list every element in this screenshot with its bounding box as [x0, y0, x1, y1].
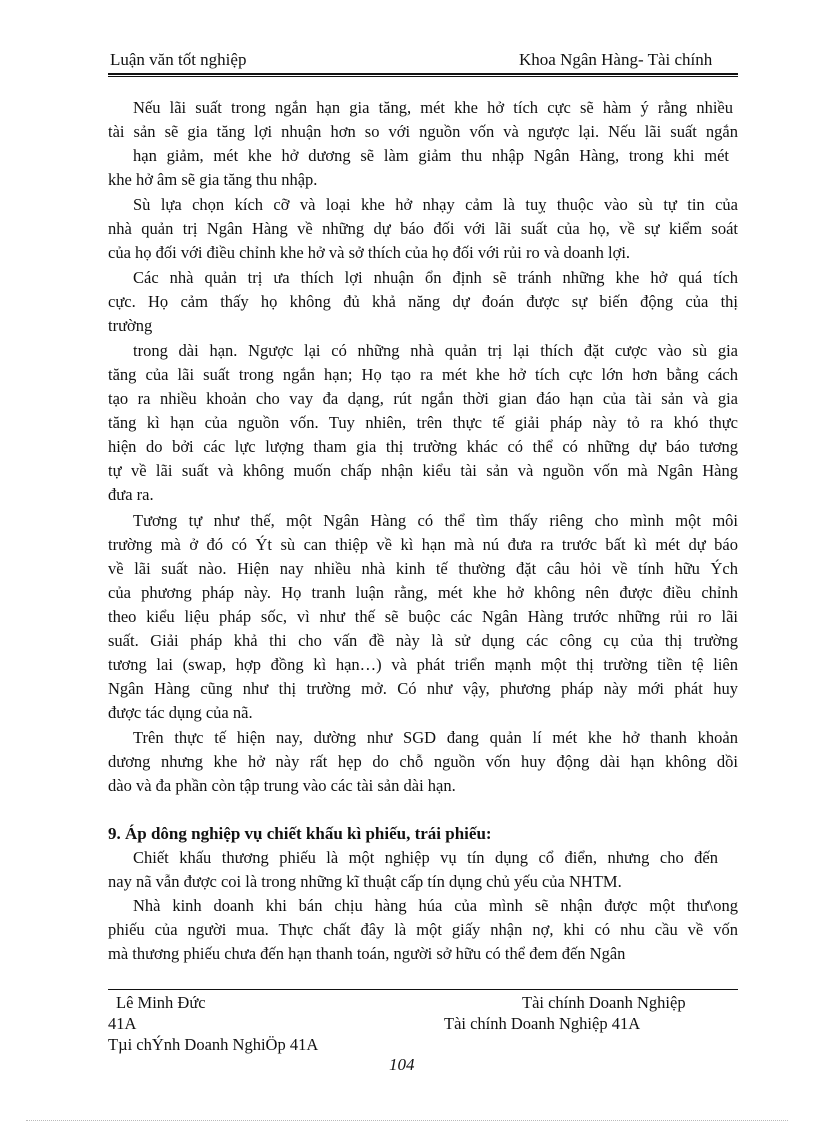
header-right-title: Khoa Ngân Hàng- Tài chính	[519, 50, 713, 69]
body-line: tương lai (swap, hợp đồng kì hạn…) và phát triển mạnh một thị trường tiền tệ liên	[108, 655, 738, 674]
body-line: trường	[108, 316, 153, 335]
footer-department-class: Tài chính Doanh Nghiệp 41A	[444, 1014, 641, 1033]
page-boundary	[26, 1120, 788, 1121]
page-number: 104	[389, 1055, 415, 1074]
body-line: Ngân Hàng cũng như thị trường mở. Có như vậy, phương pháp này mới phát huy	[108, 679, 738, 698]
body-line: khe hở âm sẽ gia tăng thu nhập.	[108, 170, 318, 189]
footer-author: Lê Minh Đức	[116, 993, 206, 1012]
header-left-title: Luận văn tốt nghiệp	[110, 50, 247, 69]
body-line: tự về lãi suất và không muốn chấp nhận kiểu tài sản và nguồn vốn mà Ngân Hàng	[108, 461, 738, 480]
footer-department: Tài chính Doanh Nghiệp	[522, 993, 686, 1012]
header-rule-thin	[108, 76, 738, 77]
body-line: nhà quản trị Ngân Hàng về những dự báo đối với lãi suất của họ, về sự kiểm soát	[108, 219, 738, 238]
body-line: Nếu lãi suất trong ngắn hạn gia tăng, mét khe hở tích cực sẽ hàm ý rằng nhiều	[133, 98, 733, 117]
section-line: Nhà kinh doanh khi bán chịu hàng húa của mình sẽ nhận được một thư\ong	[133, 896, 738, 915]
body-line: Tương tự như thế, một Ngân Hàng có thể tìm thấy riêng cho mình một môi	[133, 511, 738, 530]
section-heading: 9. Áp dông nghiệp vụ chiết khấu kì phiếu, trái phiếu:	[108, 824, 492, 843]
body-line: cực. Họ cảm thấy họ không đủ khả năng dự đoán được sự biến động của thị	[108, 292, 738, 311]
body-line: suất. Giải pháp khả thi cho vấn đề này là sử dụng các công cụ của thị trường	[108, 631, 738, 650]
body-line: dương nhưng khe hở này rất hẹp do chỗ nguồn vốn huy động dài hạn không dồi	[108, 752, 738, 771]
body-line: theo kiểu liệu pháp sốc, vì như thế sẽ buộc các Ngân Hàng trước những rủi ro lãi	[108, 607, 738, 626]
body-line: hạn giảm, mét khe hở dương sẽ làm giảm thu nhập Ngân Hàng, trong khi mét	[133, 146, 729, 165]
body-line: tăng của lãi suất trong ngắn hạn; Họ tạo ra mét khe hở tích cực lớn hơn bằng cách	[108, 365, 738, 384]
body-line: trong dài hạn. Ngược lại có những nhà quản trị lại thích đặt cược vào sù gia	[133, 341, 738, 360]
section-line: phiếu của người mua. Thực chất đây là một giấy nhận nợ, khi có nhu cầu về vốn	[108, 920, 738, 939]
body-line: tăng kì hạn của nguồn vốn. Tuy nhiên, trên thực tế giải pháp này tỏ ra khó thực	[108, 413, 738, 432]
body-line: Trên thực tế hiện nay, dường như SGD đang quản lí mét khe hở thanh khoản	[133, 728, 738, 747]
body-line: về lãi suất nào. Hiện nay nhiều nhà kinh tế thường đặt câu hỏi về tính hữu Ých	[108, 559, 738, 578]
body-line: tài sản sẽ gia tăng lợi nhuận hơn so với nguồn vốn và ngược lại. Nếu lãi suất ngắn	[108, 122, 738, 141]
footer-class: 41A	[108, 1014, 137, 1033]
body-line: tạo ra nhiều khoản cho vay đa dạng, rút ngắn thời gian đáo hạn của tài sản và gia	[108, 389, 738, 408]
section-line: nay nã vẫn được coi là trong những kĩ thuật cấp tín dụng chủ yếu của NHTM.	[108, 872, 622, 891]
section-line: Chiết khấu thương phiếu là một nghiệp vụ tín dụng cổ điển, nhưng cho đến	[133, 848, 718, 867]
footer-rule	[108, 989, 738, 990]
body-line: của phương pháp này. Họ tranh luận rằng, mét khe hở không nên được điều chỉnh	[108, 583, 738, 602]
body-line: dào và đa phần còn tập trung vào các tài sản dài hạn.	[108, 776, 456, 795]
body-line: hiện do bởi các lực lượng tham gia thị trường khác có thể có những dự báo tương	[108, 437, 738, 456]
body-line: của họ đối với điều chỉnh khe hở và sở thích của họ đối với rủi ro và doanh lợi.	[108, 243, 631, 262]
body-line: trường mà ở đó có Ýt sù can thiệp về kì hạn mà nú đưa ra trước bất kì mét dự báo	[108, 535, 738, 554]
body-line: được tác dụng của nã.	[108, 703, 253, 722]
footer-garbled-text: Tµi chÝnh Doanh NghiÖp 41A	[108, 1035, 319, 1054]
body-line: Sù lựa chọn kích cỡ và loại khe hở nhạy cảm là tuỵ thuộc vào sù tự tin của	[133, 195, 738, 214]
section-line: mà thương phiếu chưa đến hạn thanh toán, người sở hữu có thể đem đến Ngân	[108, 944, 626, 963]
body-line: đưa ra.	[108, 485, 154, 504]
body-line: Các nhà quản trị ưa thích lợi nhuận ổn định sẽ tránh những khe hở quá tích	[133, 268, 738, 287]
header-rule	[108, 73, 738, 75]
